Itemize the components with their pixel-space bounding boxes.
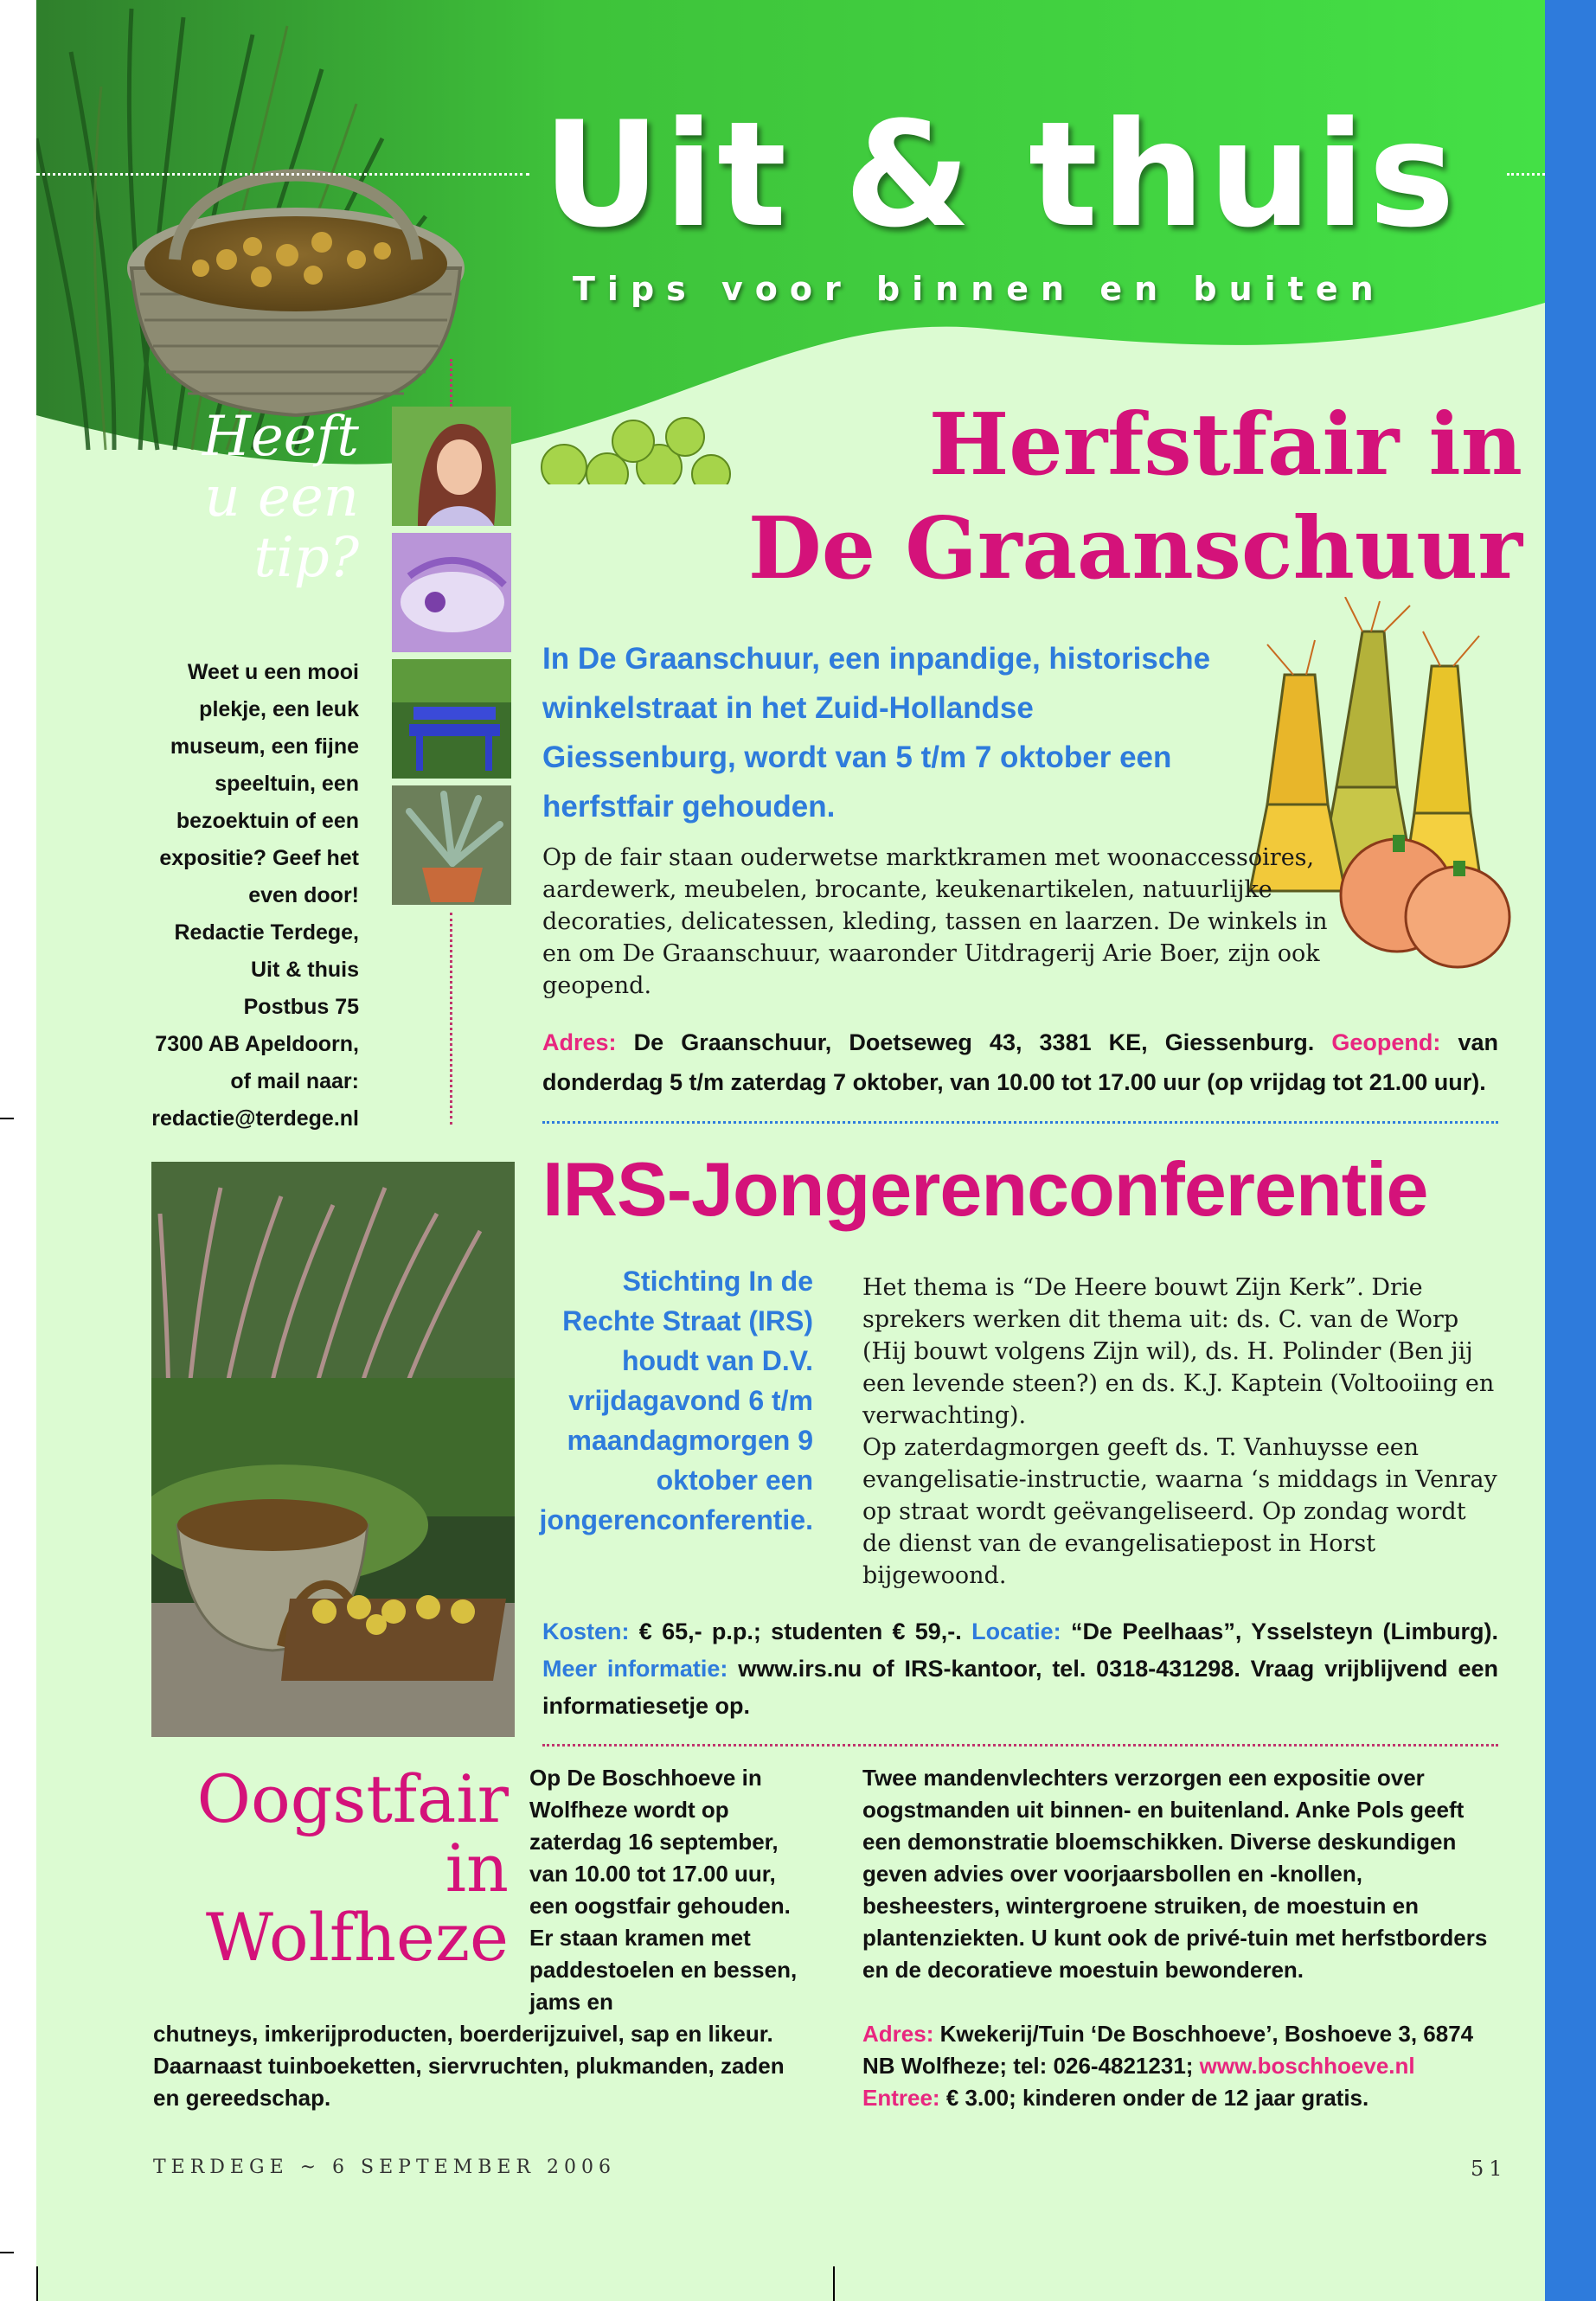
irs-title: IRS-Jongerenconferentie	[542, 1146, 1428, 1232]
tip-line: even door!	[248, 883, 359, 907]
tip-heading-line: Heeft	[202, 405, 359, 469]
irs-body-paragraph: Het thema is “De Heere bouwt Zijn Kerk”. Drie sprekers werken dit thema uit: ds. C. van de Worp (Hij bouwt volgens Zijn wil), ds. H. Polinder (Ben jij een levende steen?) en ds. K.J. Kaptein (Voltooiing en verwachting).	[862, 1274, 1495, 1429]
oogstfair-title	[147, 1760, 509, 1976]
woman-portrait-photo	[392, 407, 511, 526]
section-subtitle: Tips voor binnen en buiten	[573, 270, 1386, 308]
herfstfair-title-line: De Graanschuur	[747, 499, 1522, 599]
dotted-rule-blue	[542, 1121, 1498, 1124]
tip-line: Weet u een mooi	[187, 660, 359, 684]
irs-lead: Stichting In de Rechte Straat (IRS) houdt van D.V. vrijdagavond 6 t/m maandagmorgen 9 oktober een jongerenconferentie.	[539, 1266, 813, 1535]
location-value: “De Peelhaas”, Ysselsteyn (Limburg).	[1070, 1618, 1498, 1644]
entry-label: Entree:	[862, 2085, 940, 2111]
irs-body	[862, 1272, 1498, 1592]
crop-mark	[833, 2266, 835, 2301]
tip-line: museum, een fijne	[170, 734, 359, 759]
tip-line: 7300 AB Apeldoorn,	[155, 1032, 359, 1056]
tip-body	[130, 654, 359, 1138]
herfstfair-title-line: Herfstfair in	[928, 395, 1522, 495]
tip-line: bezoektuin of een	[176, 809, 359, 833]
irs-body-paragraph: Op zaterdagmorgen geeft ds. T. Vanhuysse een evangelisatie-instructie, waarna ‘s middags in Venray op straat wordt geëvangeliseerd. Op zondag wordt de dienst van de evangelisatiepost in Horst bijgewoond.	[862, 1434, 1497, 1589]
oogstfair-body: Twee mandenvlechters verzorgen een expositie over oogstmanden uit binnen- en buitenland. Anke Pols geeft een demonstratie bloemschikken. Diverse deskundigen geven advies over voorjaarsbollen en -knollen, besheesters, wintergroene struiken, de moestuin en plantenziekten. U kunt ook de privé-tuin met herfstborders en de decoratieve moestuin bewonderen.	[862, 1765, 1488, 1983]
herfstfair-lead: In De Graanschuur, een inpandige, historische winkelstraat in het Zuid-Hollandse Giessenburg, wordt van 5 t/m 7 oktober een herfstfair gehouden.	[542, 642, 1211, 824]
tip-heading-line: u een	[204, 465, 359, 529]
irs-info	[542, 1613, 1498, 1725]
cost-label: Kosten:	[542, 1618, 630, 1644]
oogstfair-intro-continued: chutneys, imkerijproducten, boerderijzuivel, sap en likeur. Daarnaast tuinboeketten, siervruchten, plukmanden, zaden en gereedschap.	[153, 2021, 785, 2111]
address-label: Adres:	[542, 1029, 617, 1055]
oogstfair-intro: Op De Boschhoeve in Wolfheze wordt op zaterdag 16 september, van 10.00 tot 17.00 uur, een oogstfair gehouden. Er staan kramen met paddestoelen en bessen, jams en	[529, 1765, 798, 2015]
footer-issue-line: TERDEGE ~ 6 SEPTEMBER 2006	[153, 2157, 617, 2178]
right-edge-stripe	[1545, 0, 1596, 2301]
tip-email[interactable]: redactie@terdege.nl	[151, 1106, 359, 1131]
section-title: Uit & thuis	[542, 90, 1458, 260]
tip-heading	[164, 407, 359, 588]
tip-heading-line: tip?	[253, 526, 359, 590]
garden-baskets-photo	[151, 1162, 515, 1737]
tip-line: expositie? Geef het	[159, 846, 359, 870]
open-value: van donderdag 5 t/m zaterdag 7 oktober, van 10.00 tot 17.00 uur (op vrijdag tot 21.00 uur).	[542, 1029, 1498, 1095]
oogstfair-title-line: Wolfheze	[205, 1899, 509, 1976]
herfstfair-address	[542, 1022, 1498, 1102]
entry-value: € 3.00; kinderen onder de 12 jaar gratis.	[945, 2085, 1369, 2111]
tip-line: plekje, een leuk	[199, 697, 359, 721]
tip-line: of mail naar:	[230, 1069, 359, 1093]
dotted-divider	[450, 359, 452, 407]
cost-value: € 65,- p.p.; studenten € 59,-.	[638, 1618, 962, 1644]
dotted-divider	[450, 913, 452, 1125]
page-number: 51	[1471, 2157, 1508, 2181]
address-value: Kwekerij/Tuin ‘De Boschhoeve’, Boshoeve 3, 6874 NB Wolfheze; tel: 026-4821231;	[862, 2021, 1474, 2079]
garden-bench-photo	[392, 659, 511, 779]
banner-dotted-rule	[36, 173, 529, 176]
oogstfair-title-line: in	[445, 1830, 509, 1907]
tip-line: Postbus 75	[243, 995, 359, 1019]
tip-line: Redactie Terdege,	[174, 920, 359, 945]
location-label: Locatie:	[971, 1618, 1061, 1644]
oogstfair-title-line: Oogstfair	[196, 1760, 509, 1837]
crop-mark	[0, 2252, 14, 2253]
herfstfair-body: Op de fair staan ouderwetse marktkramen met woonaccessoires, aardewerk, meubelen, brocante, keukenartikelen, natuurlijke decoraties, delicatessen, kleding, tassen en laarzen. De winkels in en om De Graanschuur, waaronder Uitdragerij Arie Boer, zijn ook geopend.	[542, 844, 1328, 999]
herfstfair-title	[519, 394, 1522, 601]
website-link[interactable]: www.boschhoeve.nl	[1199, 2053, 1415, 2079]
banner-dotted-rule	[1507, 173, 1545, 176]
crop-mark	[36, 2266, 38, 2301]
address-label: Adres:	[862, 2021, 934, 2047]
crop-mark	[0, 1118, 14, 1119]
info-label: Meer informatie:	[542, 1656, 728, 1682]
address-value: De Graanschuur, Doetseweg 43, 3381 KE, Giessenburg.	[633, 1029, 1315, 1055]
open-label: Geopend:	[1331, 1029, 1441, 1055]
info-value: www.irs.nu of IRS-kantoor, tel. 0318-431298. Vraag vrijblijvend een informatiesetje op.	[542, 1656, 1498, 1719]
tip-line: speeltuin, een	[215, 772, 359, 796]
table-setting-photo	[392, 533, 511, 652]
agave-pot-photo	[392, 785, 511, 905]
oogstfair-address	[862, 2018, 1498, 2114]
tip-line: Uit & thuis	[251, 958, 359, 982]
dotted-rule-magenta	[542, 1744, 1498, 1747]
tip-photo-strip	[392, 407, 511, 912]
